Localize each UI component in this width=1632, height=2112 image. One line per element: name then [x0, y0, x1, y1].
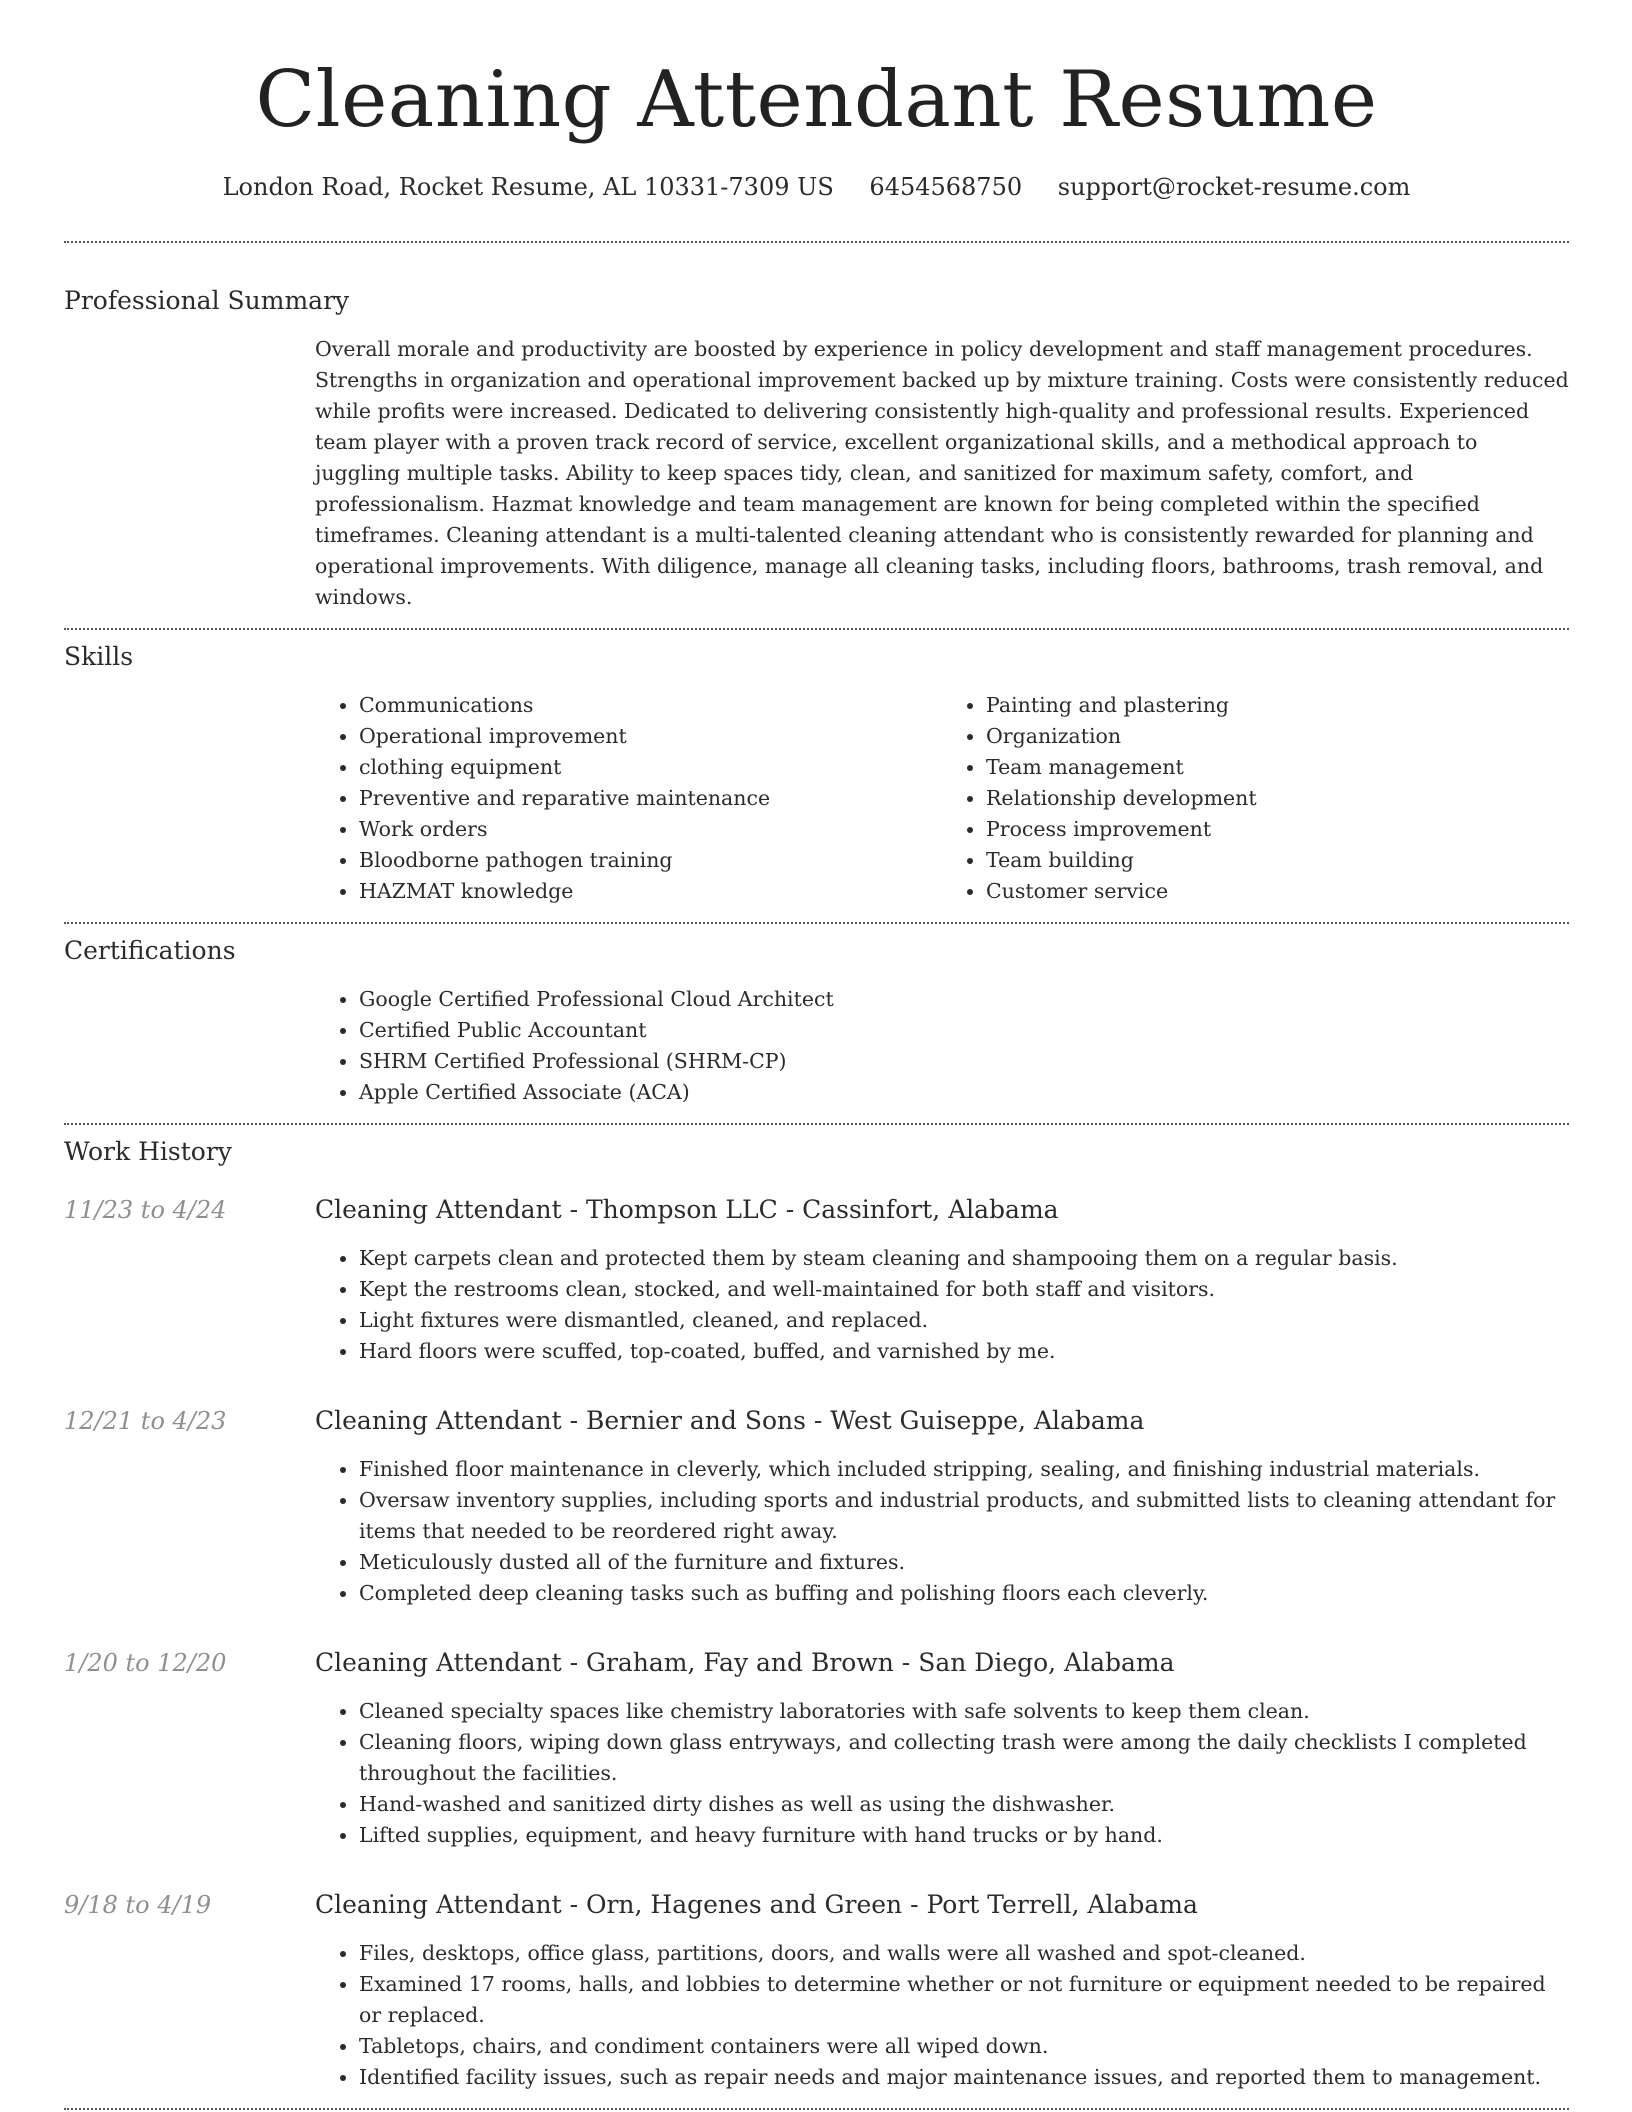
- job-bullet: • Files, desktops, office glass, partitions, doors, and walls were all washed and spot-cleaned.: [359, 1938, 1569, 1969]
- divider: [64, 2108, 1569, 2110]
- certification-item: • SHRM Certified Professional (SHRM-CP): [359, 1046, 1569, 1077]
- job-title: Cleaning Attendant - Orn, Hagenes and Green - Port Terrell, Alabama: [315, 1890, 1198, 1919]
- skill-item: • Operational improvement: [359, 721, 942, 752]
- certification-item: • Apple Certified Associate (ACA): [359, 1077, 1569, 1108]
- certification-item: • Certified Public Accountant: [359, 1015, 1569, 1046]
- section-title-work-history: Work History: [64, 1137, 232, 1166]
- job-dates: 12/21 to 4/23: [64, 1407, 227, 1435]
- skill-item: • Relationship development: [986, 783, 1569, 814]
- resume-page: [64, 0, 1569, 2110]
- skill-item: • Painting and plastering: [986, 690, 1569, 721]
- job-bullet: • Hard floors were scuffed, top-coated, buffed, and varnished by me.: [359, 1336, 1569, 1367]
- job-title: Cleaning Attendant - Thompson LLC - Cassinfort, Alabama: [315, 1195, 1059, 1224]
- resume-title: Cleaning Attendant Resume: [255, 55, 1378, 145]
- contact-phone: 6454568750: [869, 173, 1023, 201]
- job-dates: 9/18 to 4/19: [64, 1891, 212, 1919]
- job-bullet: • Oversaw inventory supplies, including sports and industrial products, and submitted lists to cleaning attendant for items that needed to be reordered right away.: [359, 1485, 1569, 1547]
- divider: [64, 628, 1569, 630]
- job-bullet: • Kept carpets clean and protected them by steam cleaning and shampooing them on a regular basis.: [359, 1243, 1569, 1274]
- skill-item: • Process improvement: [986, 814, 1569, 845]
- section-title-summary: Professional Summary: [64, 286, 350, 315]
- job-bullet: • Completed deep cleaning tasks such as buffing and polishing floors each cleverly.: [359, 1578, 1569, 1609]
- section-title-skills: Skills: [64, 642, 134, 671]
- certification-item: • Google Certified Professional Cloud Architect: [359, 984, 1569, 1015]
- skills-list: [315, 690, 1569, 907]
- job-entry: [64, 1406, 1569, 1609]
- job-dates: 11/23 to 4/24: [64, 1196, 227, 1224]
- skill-item: • Team building: [986, 845, 1569, 876]
- job-title: Cleaning Attendant - Graham, Fay and Brown - San Diego, Alabama: [315, 1648, 1175, 1677]
- skill-item: • Preventive and reparative maintenance: [359, 783, 942, 814]
- job-entry: [64, 1195, 1569, 1367]
- skill-item: • Organization: [986, 721, 1569, 752]
- divider: [64, 922, 1569, 924]
- job-entry: [64, 1890, 1569, 2093]
- contact-line: [64, 172, 1569, 202]
- job-title: Cleaning Attendant - Bernier and Sons - West Guiseppe, Alabama: [315, 1406, 1145, 1435]
- job-bullet: • Lifted supplies, equipment, and heavy furniture with hand trucks or by hand.: [359, 1820, 1569, 1851]
- job-bullets: [315, 1243, 1569, 1367]
- job-bullet: • Examined 17 rooms, halls, and lobbies to determine whether or not furniture or equipment needed to be repaired or replaced.: [359, 1969, 1569, 2031]
- summary-text: Overall morale and productivity are boosted by experience in policy development and staff management procedures. Strengths in organization and operational improvement backed up by mixture training. Costs were consistently reduced while profits were increased. Dedicated to delivering consistently high-quality and professional results. Experienced team player with a proven track record of service, excellent organizational skills, and a methodical approach to juggling multiple tasks. Ability to keep spaces tidy, clean, and sanitized for maximum safety, comfort, and professionalism. Hazmat knowledge and team management are known for being completed within the specified timeframes. Cleaning attendant is a multi-talented cleaning attendant who is consistently rewarded for planning and operational improvements. With diligence, manage all cleaning tasks, including floors, bathrooms, trash removal, and windows.: [315, 337, 1569, 609]
- skill-item: • Bloodborne pathogen training: [359, 845, 942, 876]
- skills-column-right: [942, 690, 1569, 907]
- skills-column-left: [315, 690, 942, 907]
- skill-item: • HAZMAT knowledge: [359, 876, 942, 907]
- job-bullet: • Identified facility issues, such as repair needs and major maintenance issues, and reported them to management.: [359, 2062, 1569, 2093]
- certifications-list: [315, 984, 1569, 1108]
- contact-email: support@rocket-resume.com: [1057, 173, 1411, 201]
- job-bullet: • Light fixtures were dismantled, cleaned, and replaced.: [359, 1305, 1569, 1336]
- job-dates: 1/20 to 12/20: [64, 1649, 227, 1677]
- skill-item: • clothing equipment: [359, 752, 942, 783]
- divider: [64, 1123, 1569, 1125]
- skill-item: • Communications: [359, 690, 942, 721]
- skill-item: • Customer service: [986, 876, 1569, 907]
- contact-address: London Road, Rocket Resume, AL 10331-7309 US: [222, 173, 834, 201]
- job-bullet: • Cleaning floors, wiping down glass entryways, and collecting trash were among the daily checklists I completed throughout the facilities.: [359, 1727, 1569, 1789]
- job-bullet: • Meticulously dusted all of the furniture and fixtures.: [359, 1547, 1569, 1578]
- job-bullet: • Cleaned specialty spaces like chemistry laboratories with safe solvents to keep them clean.: [359, 1696, 1569, 1727]
- job-bullets: [315, 1938, 1569, 2093]
- job-bullet: • Tabletops, chairs, and condiment containers were all wiped down.: [359, 2031, 1569, 2062]
- job-entry: [64, 1648, 1569, 1851]
- section-title-certifications: Certifications: [64, 936, 236, 965]
- job-bullet: • Kept the restrooms clean, stocked, and well-maintained for both staff and visitors.: [359, 1274, 1569, 1305]
- skill-item: • Work orders: [359, 814, 942, 845]
- divider: [64, 241, 1569, 243]
- job-bullet: • Finished floor maintenance in cleverly, which included stripping, sealing, and finishing industrial materials.: [359, 1454, 1569, 1485]
- job-bullets: [315, 1454, 1569, 1609]
- job-bullet: • Hand-washed and sanitized dirty dishes as well as using the dishwasher.: [359, 1789, 1569, 1820]
- skill-item: • Team management: [986, 752, 1569, 783]
- job-bullets: [315, 1696, 1569, 1851]
